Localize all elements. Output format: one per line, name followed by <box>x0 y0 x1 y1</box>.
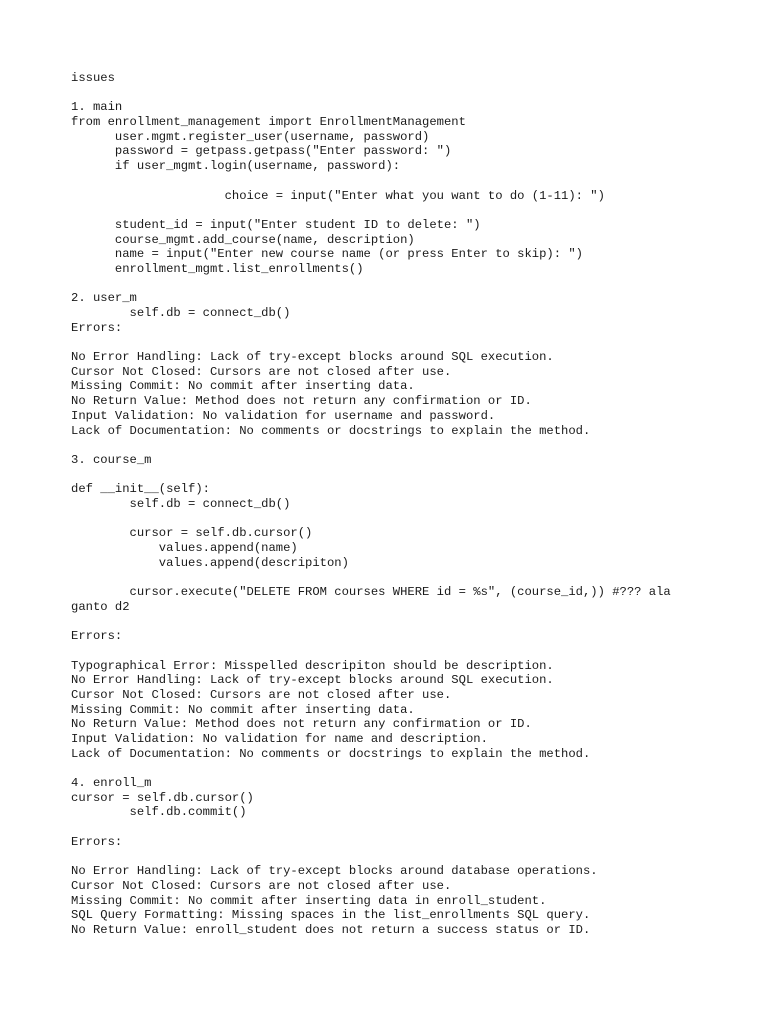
code-line: cursor.execute("DELETE FROM courses WHERE id = %s", (course_id,)) #??? ala <box>71 585 671 600</box>
code-line <box>71 820 751 835</box>
error-item: Typographical Error: Misspelled descripiton should be description. <box>71 658 554 673</box>
error-item: Input Validation: No validation for username and password. <box>71 408 496 423</box>
code-line <box>71 468 751 483</box>
code-line: ganto d2 <box>71 599 130 614</box>
code-line: password = getpass.getpass("Enter password: ") <box>71 144 452 159</box>
code-line <box>71 570 751 585</box>
code-line: cursor = self.db.cursor() <box>71 526 313 541</box>
section-heading: 4. enroll_m <box>71 776 152 790</box>
code-line: user.mgmt.register_user(username, password) <box>71 129 430 144</box>
error-item: No Error Handling: Lack of try-except blocks around SQL execution. <box>71 350 554 365</box>
error-item: Lack of Documentation: No comments or docstrings to explain the method. <box>71 423 591 438</box>
errors-label: Errors: <box>71 629 123 644</box>
section-heading: 3. course_m <box>71 452 152 467</box>
error-item: Missing Commit: No commit after inserting data in enroll_student. <box>71 893 547 908</box>
document-title: issues <box>71 71 115 85</box>
code-line <box>71 174 751 189</box>
code-line: def __init__(self): <box>71 482 210 497</box>
section-user-m <box>71 291 751 438</box>
errors-label: Errors: <box>71 320 123 335</box>
code-line: self.db.commit() <box>71 805 247 820</box>
error-item: Cursor Not Closed: Cursors are not closed after use. <box>71 364 452 379</box>
error-item: Cursor Not Closed: Cursors are not closed after use. <box>71 878 452 893</box>
code-line: from enrollment_management import EnrollmentManagement <box>71 115 466 130</box>
document-page <box>71 71 751 938</box>
error-item: SQL Query Formatting: Missing spaces in the list_enrollments SQL query. <box>71 908 591 923</box>
error-item: No Return Value: enroll_student does not return a success status or ID. <box>71 922 591 937</box>
error-item: Missing Commit: No commit after inserting data. <box>71 379 415 394</box>
error-item: Cursor Not Closed: Cursors are not closed after use. <box>71 687 452 702</box>
code-line: choice = input("Enter what you want to do (1-11): ") <box>71 188 605 203</box>
code-line <box>71 644 751 659</box>
code-line: values.append(name) <box>71 541 298 555</box>
code-line: values.append(descripiton) <box>71 555 349 570</box>
spacer <box>71 438 751 453</box>
code-line: self.db = connect_db() <box>71 306 291 320</box>
section-heading: 2. user_m <box>71 291 137 306</box>
error-item: No Return Value: Method does not return any confirmation or ID. <box>71 394 532 409</box>
code-line <box>71 512 751 527</box>
error-item: Lack of Documentation: No comments or docstrings to explain the method. <box>71 746 591 761</box>
code-line: name = input("Enter new course name (or press Enter to skip): ") <box>71 247 583 262</box>
code-line: course_mgmt.add_course(name, description) <box>71 232 415 247</box>
code-line: enrollment_mgmt.list_enrollments() <box>71 261 364 276</box>
section-heading: 1. main <box>71 100 123 115</box>
errors-label: Errors: <box>71 834 123 849</box>
error-item: No Error Handling: Lack of try-except blocks around SQL execution. <box>71 673 554 688</box>
error-item: Missing Commit: No commit after inserting data. <box>71 702 415 717</box>
code-line: self.db = connect_db() <box>71 496 291 511</box>
error-item: No Return Value: Method does not return any confirmation or ID. <box>71 717 532 732</box>
error-item: Input Validation: No validation for name and description. <box>71 731 488 746</box>
code-line <box>71 203 751 218</box>
section-enroll-m <box>71 776 751 938</box>
spacer <box>71 761 751 776</box>
section-main <box>71 100 751 276</box>
spacer <box>71 277 751 292</box>
code-line: if user_mgmt.login(username, password): <box>71 159 401 174</box>
error-item: No Error Handling: Lack of try-except blocks around database operations. <box>71 864 598 879</box>
section-course-m <box>71 453 751 761</box>
code-line <box>71 335 751 350</box>
spacer <box>71 86 751 101</box>
code-line: cursor = self.db.cursor() <box>71 790 254 805</box>
code-line <box>71 614 751 629</box>
code-line <box>71 849 751 864</box>
code-line: student_id = input("Enter student ID to delete: ") <box>71 217 481 232</box>
